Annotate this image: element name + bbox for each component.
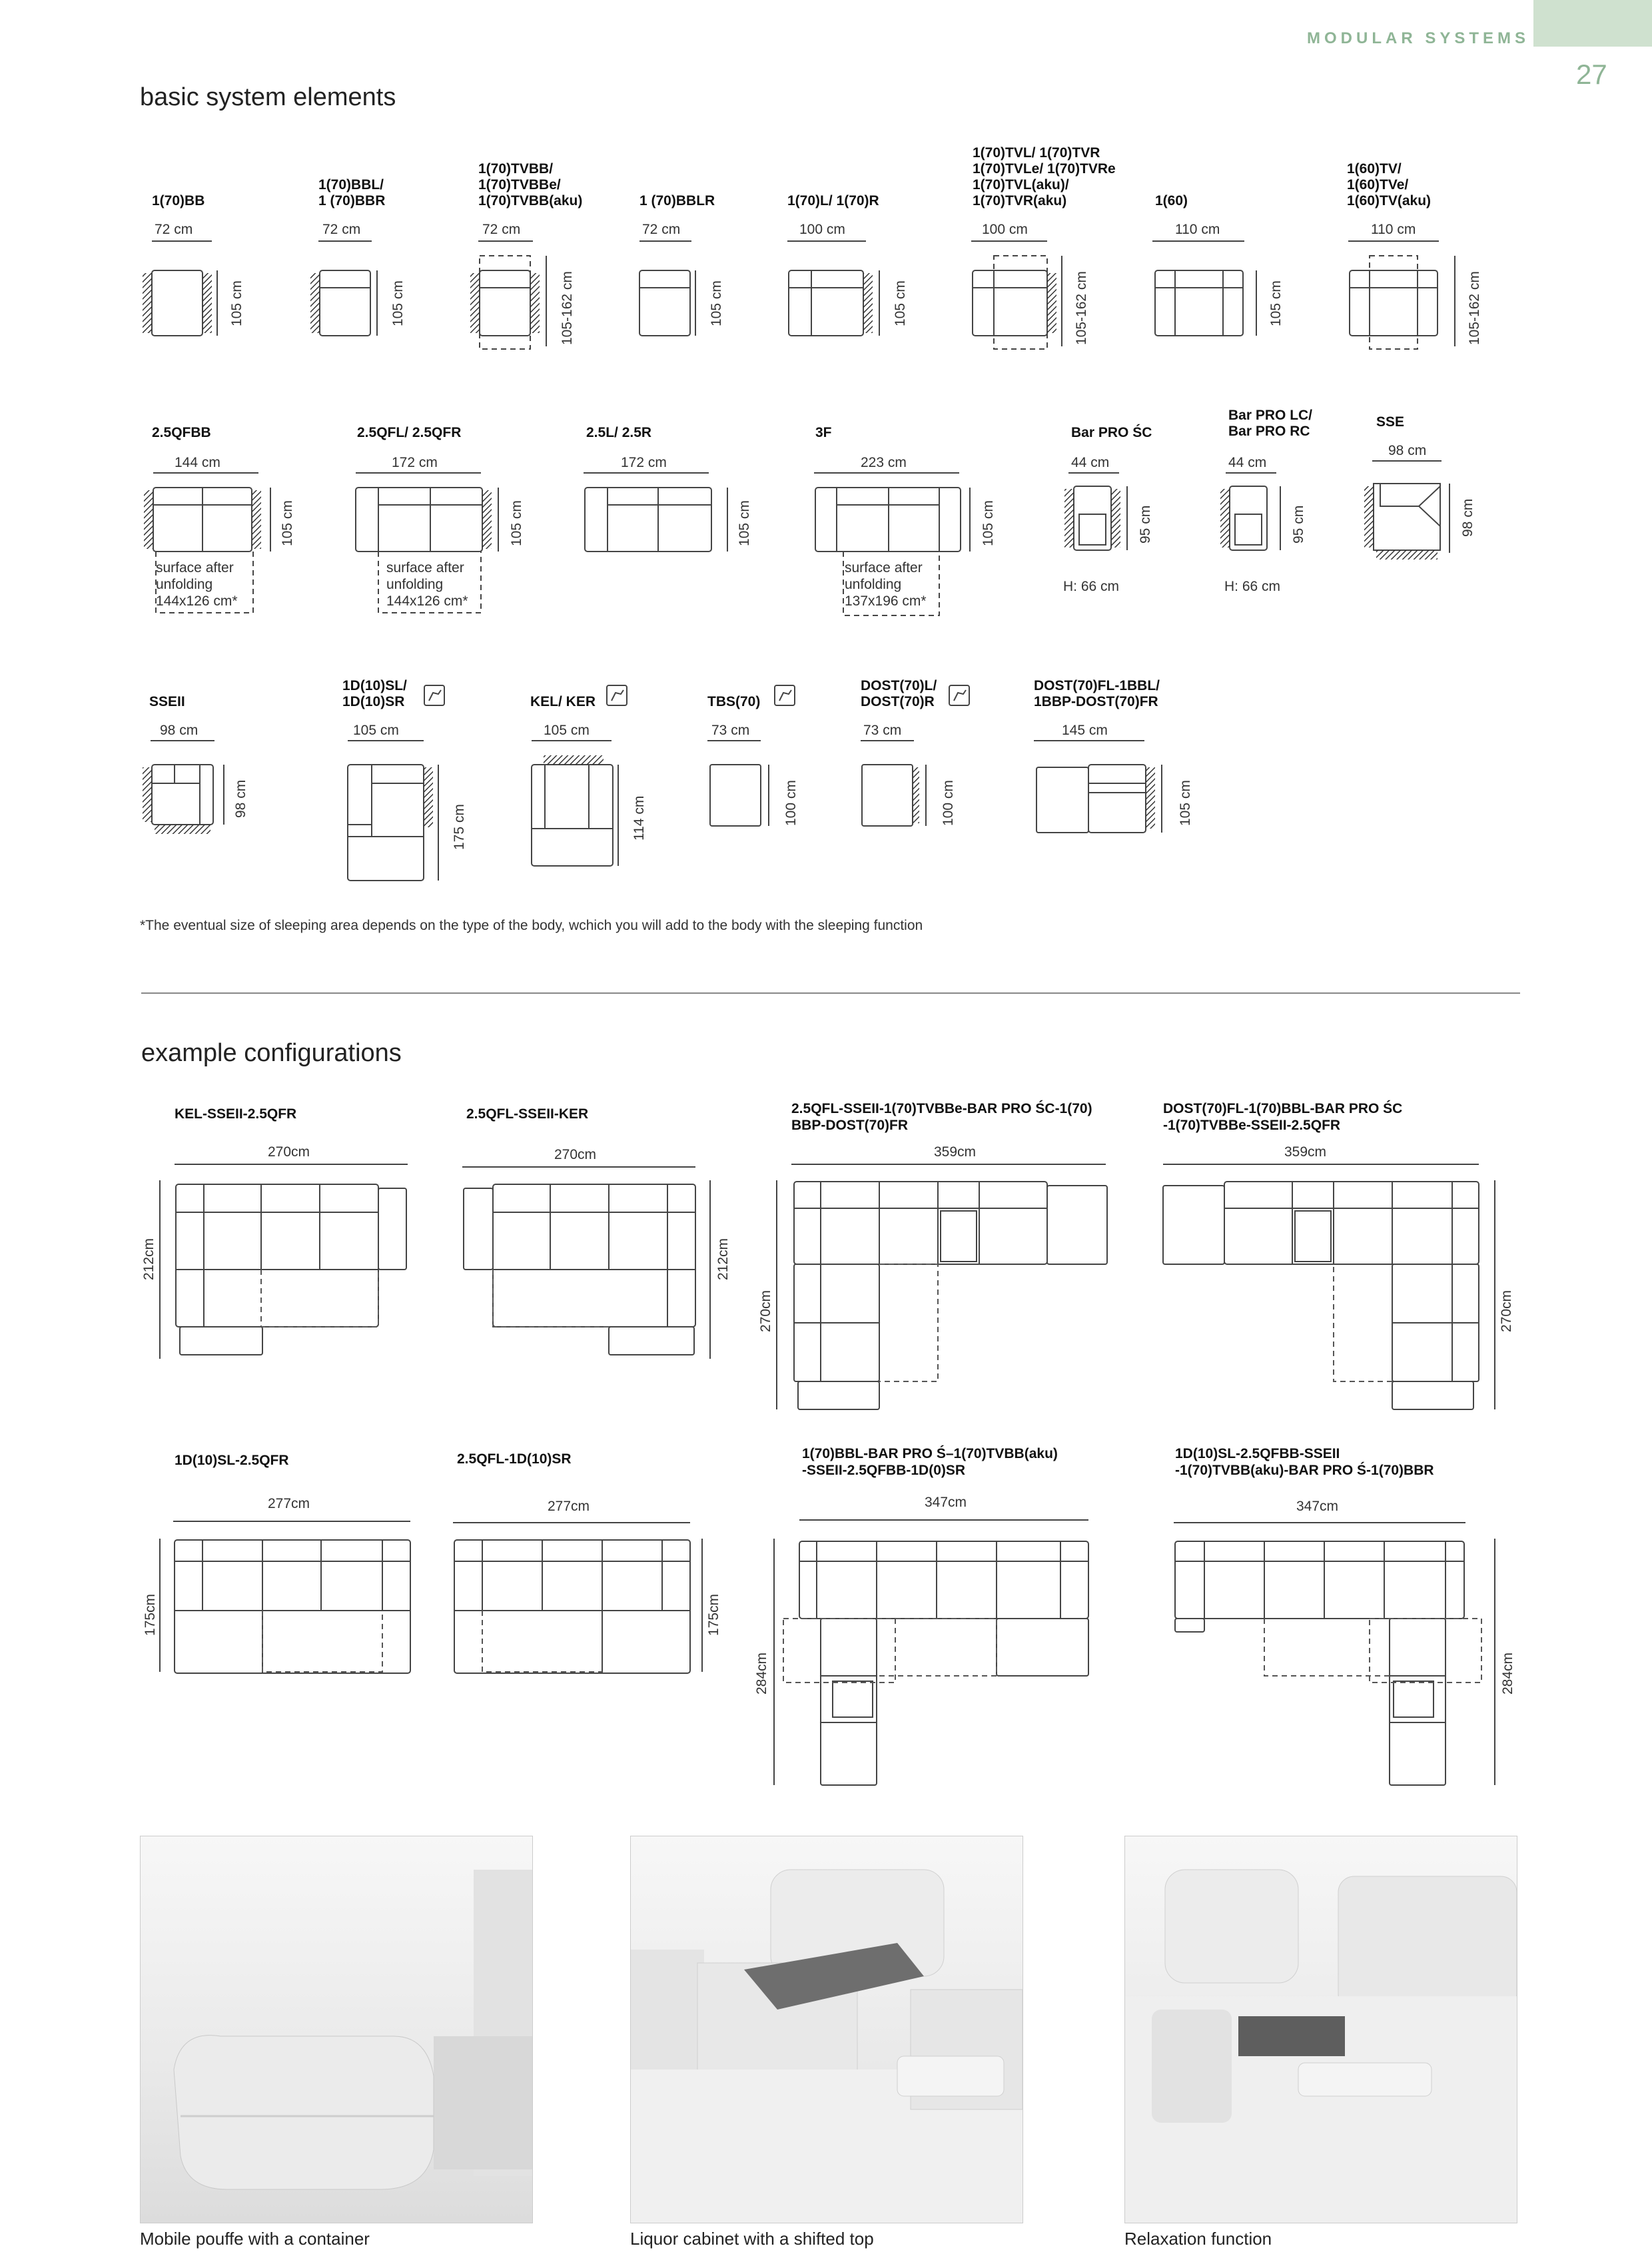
page-number: 27 <box>1576 59 1607 90</box>
config-name: 2.5QFL-SSEII-1(70)TVBBe-BAR PRO ŚC-1(70) BBP-DOST(70)FR <box>791 1101 1092 1133</box>
element-name: 1D(10)SL/ 1D(10)SR <box>342 678 407 709</box>
element-name: 1(70)BBL/ 1 (70)BBR <box>318 177 386 208</box>
width-label: 145 cm <box>1062 723 1108 738</box>
unfold-note: surface after unfolding 144x126 cm* <box>156 560 238 609</box>
config-depth: 175cm <box>706 1593 721 1636</box>
depth-label: 95 cm <box>1138 505 1153 544</box>
unfold-note: surface after unfolding 137x196 cm* <box>845 560 927 609</box>
depth-label: 105 cm <box>737 500 752 546</box>
element-name: 2.5QFL/ 2.5QFR <box>357 425 462 440</box>
element-name: Bar PRO LC/ Bar PRO RC <box>1228 408 1313 439</box>
width-label: 105 cm <box>544 723 590 738</box>
photo-mobile-pouffe <box>140 1836 533 2223</box>
config-depth: 284cm <box>754 1652 769 1694</box>
width-label: 73 cm <box>711 723 750 738</box>
width-label: 100 cm <box>982 222 1028 237</box>
width-label: 98 cm <box>1388 443 1427 458</box>
photo-caption: Mobile pouffe with a container <box>140 2229 370 2249</box>
element-name: TBS(70) <box>707 694 761 709</box>
photo-liquor-cabinet <box>630 1836 1023 2223</box>
depth-label: 98 cm <box>1460 498 1475 537</box>
element-name: KEL/ KER <box>530 694 596 709</box>
width-label: 172 cm <box>392 455 438 470</box>
photo-caption: Relaxation function <box>1124 2229 1272 2249</box>
depth-label: 100 cm <box>783 780 799 826</box>
width-label: 72 cm <box>155 222 193 237</box>
config-name: 2.5QFL-SSEII-KER <box>466 1106 589 1122</box>
width-label: 72 cm <box>642 222 681 237</box>
config-name: 1(70)BBL-BAR PRO Ś–1(70)TVBB(aku) -SSEII-2.5QFBB-1D(0)SR <box>802 1446 1058 1478</box>
width-label: 44 cm <box>1228 455 1267 470</box>
width-label: 72 cm <box>482 222 521 237</box>
section-label: MODULAR SYSTEMS <box>1307 29 1530 47</box>
config-name: KEL-SSEII-2.5QFR <box>175 1106 297 1122</box>
width-label: 44 cm <box>1071 455 1110 470</box>
element-name: 2.5QFBB <box>152 425 211 440</box>
config-width: 277cm <box>268 1496 310 1511</box>
config-name: 1D(10)SL-2.5QFR <box>175 1453 289 1468</box>
width-label: 144 cm <box>175 455 220 470</box>
element-name: 1 (70)BBLR <box>639 193 715 208</box>
pouffe-illustration <box>141 1836 532 2223</box>
element-name: 1(60) <box>1155 193 1188 208</box>
element-name: 1(60)TV/ 1(60)TVe/ 1(60)TV(aku) <box>1347 161 1432 208</box>
width-label: 172 cm <box>621 455 667 470</box>
element-name: 2.5L/ 2.5R <box>586 425 652 440</box>
depth-label: 105 cm <box>981 500 996 546</box>
basic-elements-title: basic system elements <box>140 83 396 111</box>
configs-title: example configurations <box>141 1039 402 1067</box>
element-name: 3F <box>815 425 832 440</box>
depth-label: 105 cm <box>893 280 908 326</box>
element-name: Bar PRO ŚC <box>1071 425 1152 440</box>
cabinet-illustration <box>631 1836 1023 2223</box>
width-label: 110 cm <box>1371 222 1416 237</box>
width-label: 105 cm <box>353 723 399 738</box>
depth-label: 100 cm <box>941 780 956 826</box>
depth-label: 105 cm <box>709 280 724 326</box>
depth-label: 105 cm <box>229 280 244 326</box>
width-label: 73 cm <box>863 723 902 738</box>
depth-label: 105-162 cm <box>1074 271 1089 345</box>
height-note: H: 66 cm <box>1063 579 1120 594</box>
config-depth: 212cm <box>141 1238 157 1280</box>
config-depth: 284cm <box>1500 1652 1515 1694</box>
config-width: 359cm <box>1284 1144 1327 1160</box>
unfold-note: surface after unfolding 144x126 cm* <box>386 560 468 609</box>
element-name: 1(70)BB <box>152 193 205 208</box>
depth-label: 98 cm <box>233 779 248 818</box>
depth-label: 114 cm <box>631 795 647 841</box>
width-label: 98 cm <box>160 723 199 738</box>
config-depth: 175cm <box>143 1593 158 1636</box>
width-label: 110 cm <box>1175 222 1220 237</box>
depth-label: 175 cm <box>452 804 467 850</box>
depth-label: 105 cm <box>509 500 524 546</box>
element-name: 1(70)L/ 1(70)R <box>787 193 879 208</box>
footnote: *The eventual size of sleeping area depends on the type of the body, wchich you will add to the body with the sleeping function <box>140 918 923 933</box>
depth-label: 105 cm <box>390 280 406 326</box>
depth-label: 105-162 cm <box>560 271 575 345</box>
config-width: 277cm <box>548 1499 590 1514</box>
element-name: 1(70)TVBB/ 1(70)TVBBe/ 1(70)TVBB(aku) <box>478 161 583 208</box>
depth-label: 105 cm <box>1178 780 1193 826</box>
depth-label: 105 cm <box>280 500 295 546</box>
config-name: 1D(10)SL-2.5QFBB-SSEII -1(70)TVBB(aku)-BAR PRO Ś-1(70)BBR <box>1175 1446 1434 1478</box>
config-width: 359cm <box>934 1144 977 1160</box>
config-depth: 270cm <box>758 1290 773 1332</box>
config-width: 270cm <box>554 1147 597 1162</box>
width-label: 72 cm <box>322 222 361 237</box>
config-name: 2.5QFL-1D(10)SR <box>457 1451 572 1467</box>
recliner-illustration <box>1125 1836 1517 2223</box>
element-name: 1(70)TVL/ 1(70)TVR 1(70)TVLe/ 1(70)TVRe 1(70)TVL(aku)/ 1(70)TVR(aku) <box>973 145 1116 208</box>
config-depth: 270cm <box>1499 1290 1514 1332</box>
height-note: H: 66 cm <box>1224 579 1281 594</box>
width-label: 100 cm <box>799 222 845 237</box>
config-width: 270cm <box>268 1144 310 1160</box>
config-width: 347cm <box>925 1495 967 1510</box>
config-width: 347cm <box>1296 1499 1339 1514</box>
depth-label: 95 cm <box>1291 505 1306 544</box>
config-depth: 212cm <box>715 1238 731 1280</box>
element-name: DOST(70)L/ DOST(70)R <box>861 678 937 709</box>
depth-label: 105 cm <box>1268 280 1284 326</box>
photo-caption: Liquor cabinet with a shifted top <box>630 2229 874 2249</box>
width-label: 223 cm <box>861 455 907 470</box>
config-name: DOST(70)FL-1(70)BBL-BAR PRO ŚC -1(70)TVBBe-SSEII-2.5QFR <box>1163 1101 1403 1133</box>
depth-label: 105-162 cm <box>1467 271 1482 345</box>
photo-relaxation-function <box>1124 1836 1517 2223</box>
element-name: SSE <box>1376 414 1405 430</box>
element-name: SSEII <box>149 694 185 709</box>
element-name: DOST(70)FL-1BBL/ 1BBP-DOST(70)FR <box>1034 678 1160 709</box>
